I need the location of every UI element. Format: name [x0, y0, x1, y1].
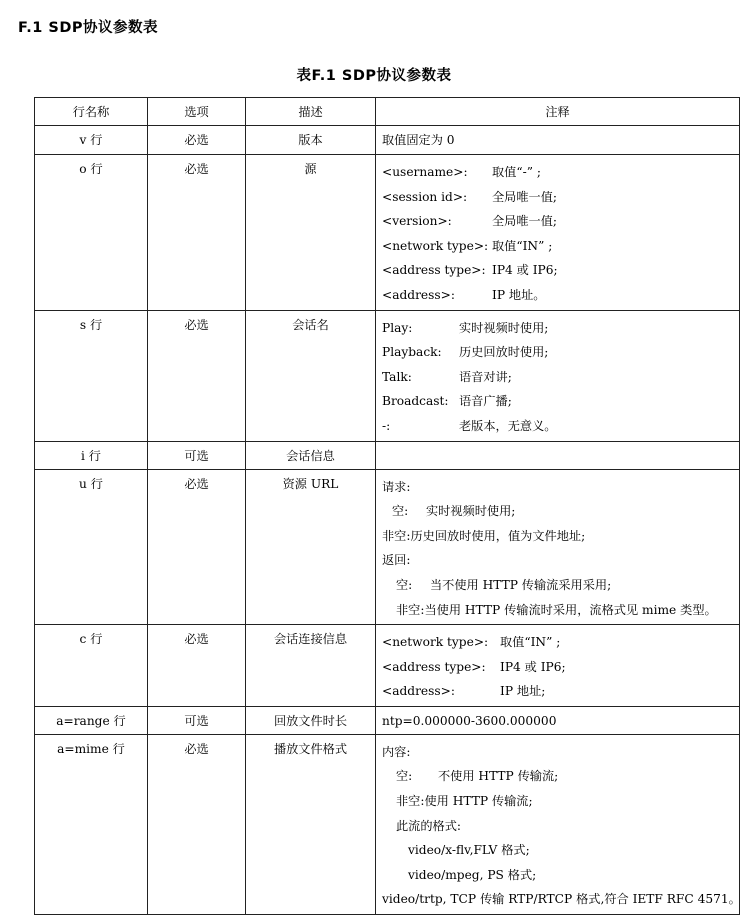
row-option: 必选: [148, 625, 246, 707]
row-option: 可选: [148, 441, 246, 469]
note-key: Talk:: [382, 369, 412, 384]
note-key: <network type>:: [382, 238, 489, 253]
row-name: a=mime 行: [35, 734, 148, 914]
table-row: [35, 126, 740, 155]
note-value: 取值“IN” ;: [492, 238, 553, 253]
row-notes: [376, 155, 740, 311]
note-key: <username>:: [382, 165, 468, 179]
note-key: Broadcast:: [382, 394, 449, 409]
note-key: 非空:: [382, 528, 411, 543]
note-value: 历史回放时使用，值为文件地址;: [410, 528, 586, 543]
table-row: [35, 625, 740, 707]
row-option: 必选: [148, 469, 246, 625]
note-key: <address>:: [382, 684, 455, 699]
note-value: 历史回放时使用;: [459, 345, 549, 360]
row-option: 必选: [148, 126, 246, 155]
note-value: 语音广播;: [459, 394, 512, 409]
note-value: 语音对讲;: [459, 369, 512, 384]
row-notes: [376, 126, 740, 155]
row-name: s 行: [35, 310, 148, 441]
row-name: o 行: [35, 155, 148, 311]
row-notes: [376, 441, 740, 469]
note-value: 老版本，无意义。: [459, 418, 557, 433]
note-value: IP4 或 IP6;: [500, 659, 566, 674]
row-description: 回放文件时长: [246, 706, 376, 734]
note-key: 空:: [396, 577, 413, 592]
header-notes: 注释: [376, 98, 740, 126]
note-key: video/trtp, TCP 传输 RTP/RTCP 格式,符合 IETF RFC 4571。: [382, 892, 741, 907]
note-key: -:: [382, 418, 391, 433]
note-text: ntp=0.000000-3600.000000: [382, 713, 557, 728]
note-key: 非空:: [396, 794, 425, 809]
row-notes: [376, 625, 740, 707]
header-description: 描述: [246, 98, 376, 126]
row-description: 资源 URL: [246, 469, 376, 625]
table-row: [35, 469, 740, 625]
note-key: <address type>:: [382, 659, 486, 674]
note-key: <version>:: [382, 214, 452, 229]
note-key: 内容:: [382, 744, 411, 759]
row-option: 可选: [148, 706, 246, 734]
table-header-row: [35, 98, 740, 126]
note-key: <session id>:: [382, 189, 468, 204]
row-name: u 行: [35, 469, 148, 625]
note-value: 使用 HTTP 传输流;: [424, 794, 533, 809]
sdp-parameter-table: [34, 97, 740, 915]
row-notes: [376, 706, 740, 734]
note-key: Playback:: [382, 345, 442, 360]
note-key: <address>:: [382, 287, 455, 302]
note-key: 空:: [392, 504, 409, 519]
note-text: 取值固定为 0: [382, 133, 455, 147]
row-description: 版本: [246, 126, 376, 155]
row-name: c 行: [35, 625, 148, 707]
note-key: <network type>:: [382, 635, 489, 650]
note-value: 当使用 HTTP 传输流时采用，流格式见 mime 类型。: [424, 602, 717, 617]
section-heading: F.1 SDP协议参数表: [18, 20, 159, 36]
row-description: 会话名: [246, 310, 376, 441]
note-key: 返回:: [382, 553, 411, 568]
row-description: 会话连接信息: [246, 625, 376, 707]
note-value: 全局唯一值;: [492, 214, 558, 229]
row-option: 必选: [148, 310, 246, 441]
table-caption: 表F.1 SDP协议参数表: [296, 68, 452, 84]
note-value: 实时视频时使用;: [426, 504, 516, 519]
table-row: [35, 706, 740, 734]
note-key: Play:: [382, 320, 413, 335]
note-key: 此流的格式:: [396, 818, 462, 833]
note-value: 取值“IN” ;: [500, 635, 561, 650]
note-value: 当不使用 HTTP 传输流采用采用;: [430, 577, 612, 592]
header-row-name: 行名称: [35, 98, 148, 126]
row-notes: [376, 734, 740, 914]
row-option: 必选: [148, 734, 246, 914]
table-row: [35, 310, 740, 441]
table-row: [35, 734, 740, 914]
note-key: video/x-flv,FLV 格式;: [408, 843, 530, 858]
note-value: 实时视频时使用;: [459, 320, 549, 335]
note-key: video/mpeg, PS 格式;: [408, 867, 537, 882]
note-value: 取值“-” ;: [492, 165, 541, 179]
note-key: 非空:: [396, 602, 425, 617]
note-value: 全局唯一值;: [492, 189, 558, 204]
row-name: a=range 行: [35, 706, 148, 734]
note-value: IP4 或 IP6;: [492, 263, 558, 278]
row-notes: [376, 310, 740, 441]
header-option: 选项: [148, 98, 246, 126]
row-description: 播放文件格式: [246, 734, 376, 914]
table-row: [35, 155, 740, 311]
note-value: IP 地址;: [500, 684, 546, 699]
note-key: 空:: [396, 769, 413, 784]
row-name: i 行: [35, 441, 148, 469]
note-key: 请求:: [382, 479, 411, 494]
note-value: IP 地址。: [492, 287, 546, 302]
row-notes: [376, 469, 740, 625]
row-option: 必选: [148, 155, 246, 311]
table-row: [35, 441, 740, 469]
row-name: v 行: [35, 126, 148, 155]
row-description: 源: [246, 155, 376, 311]
row-description: 会话信息: [246, 441, 376, 469]
note-key: <address type>:: [382, 263, 486, 278]
note-value: 不使用 HTTP 传输流;: [438, 769, 559, 784]
